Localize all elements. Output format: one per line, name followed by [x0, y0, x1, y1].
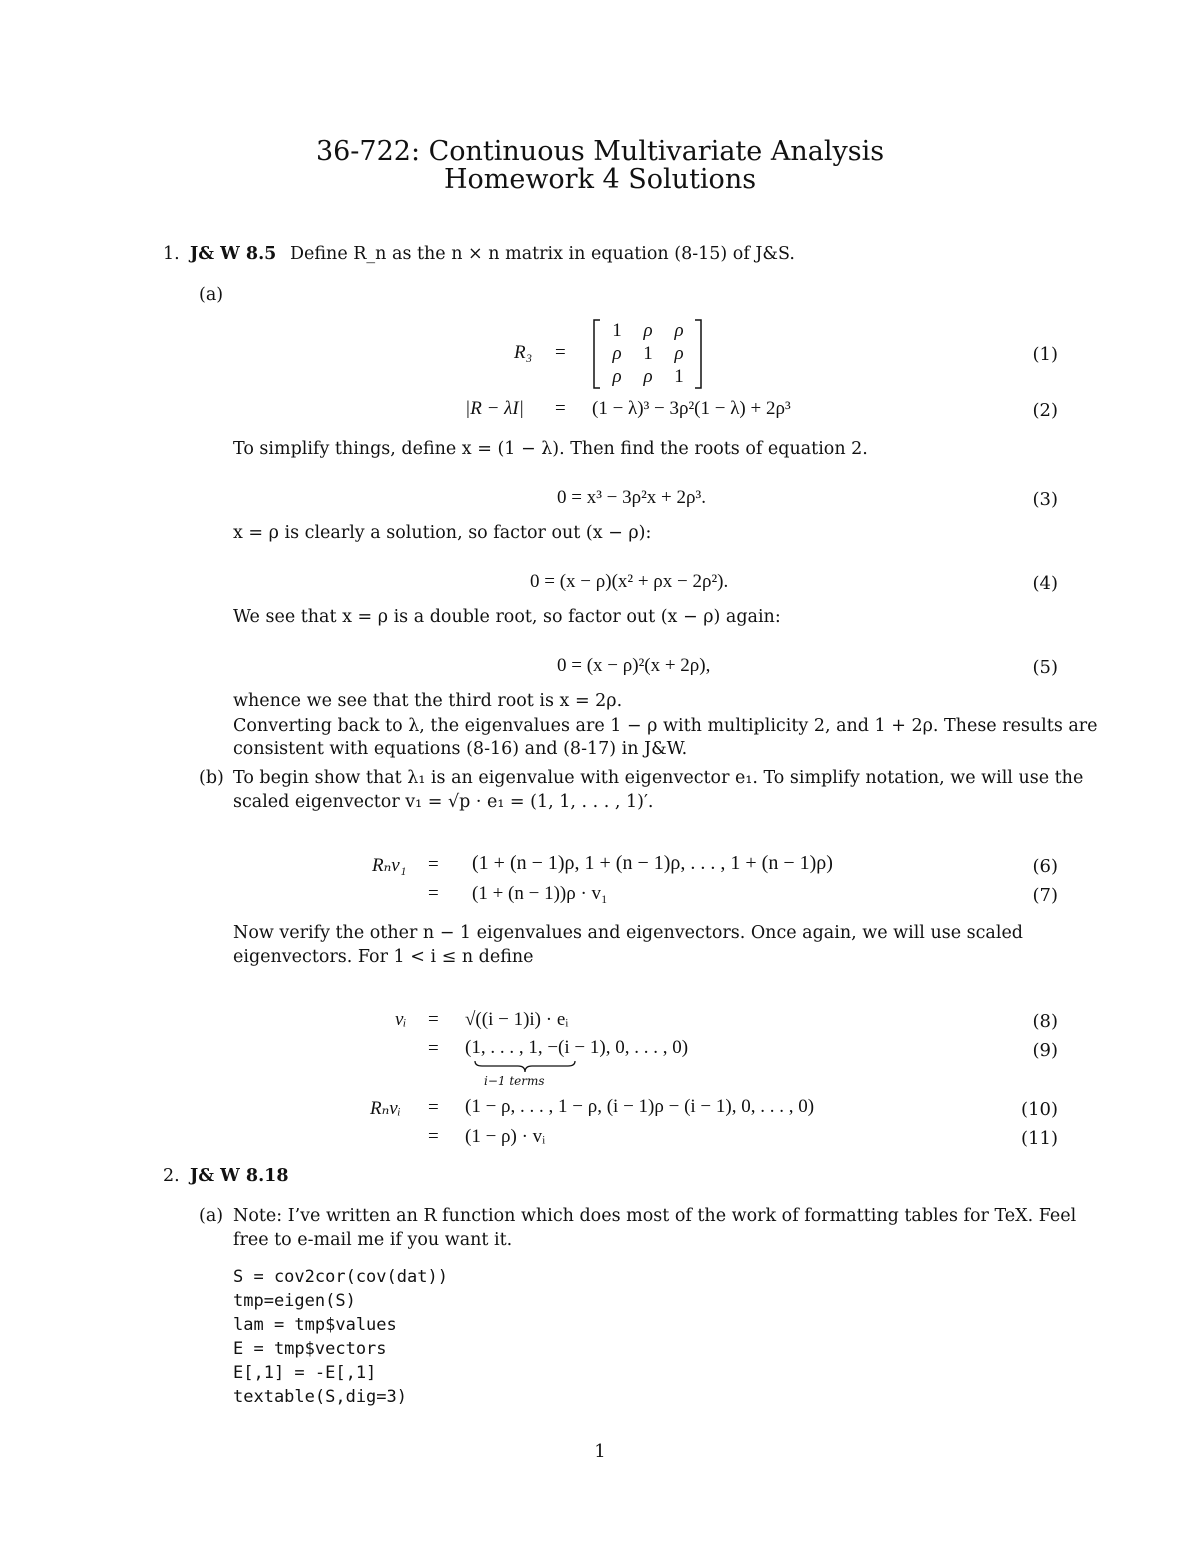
eq5-number: (5) [1032, 657, 1058, 678]
matrix-cell: ρ [612, 366, 622, 387]
q1-text-b1: To begin show that λ₁ is an eigenvalue with eigenvector e₁. To simplify notation, we will use the [233, 768, 1084, 788]
eq3: 0 = x³ − 3ρ²x + 2ρ³. [557, 487, 706, 508]
eq2-lhs: |R − λI| [465, 398, 524, 419]
eq1-lhs: R₃ [514, 342, 533, 363]
q1-text-verify2: eigenvectors. For 1 < i ≤ n define [233, 947, 534, 967]
q1-text-b2: scaled eigenvector v₁ = √p · e₁ = (1, 1, . . . , 1)′. [233, 792, 654, 812]
q1-text-clearly: x = ρ is clearly a solution, so factor out (x − ρ): [233, 523, 652, 543]
eq9-number: (9) [1032, 1040, 1058, 1061]
q2-number: 2. [163, 1166, 180, 1186]
eq9-underbrace-label: i−1 terms [484, 1074, 545, 1088]
q1-text-double: We see that x = ρ is a double root, so factor out (x − ρ) again: [233, 607, 781, 627]
eq9-underbrace [474, 1060, 576, 1074]
eq8-rhs: √((i − 1)i) · eᵢ [465, 1009, 569, 1030]
q2-label: J& W 8.18 [190, 1166, 289, 1186]
eq2-rhs: (1 − λ)³ − 3ρ²(1 − λ) + 2ρ³ [592, 398, 791, 419]
matrix-cell: ρ [612, 343, 622, 364]
eq11-number: (11) [1021, 1128, 1058, 1149]
eq7-rhs: (1 + (n − 1))ρ · v₁ [472, 883, 608, 904]
q1-label: J& W 8.5 [190, 244, 277, 264]
page-number: 1 [594, 1441, 606, 1462]
q1-text-simplify: To simplify things, define x = (1 − λ). Then find the roots of equation 2. [233, 439, 868, 459]
matrix-cell: ρ [643, 366, 653, 387]
eq10-rhs: (1 − ρ, . . . , 1 − ρ, (i − 1)ρ − (i − 1), 0, . . . , 0) [465, 1096, 815, 1117]
eq1-number: (1) [1032, 344, 1058, 365]
code-line: tmp=eigen(S) [233, 1291, 356, 1311]
q1-a-label: (a) [199, 285, 224, 305]
eq11-rhs: (1 − ρ) · vᵢ [465, 1126, 546, 1147]
eq8-number: (8) [1032, 1011, 1058, 1032]
eq10-equals: = [428, 1097, 439, 1118]
code-line: S = cov2cor(cov(dat)) [233, 1267, 448, 1287]
matrix-cell: 1 [643, 343, 653, 364]
matrix-cell: ρ [674, 320, 684, 341]
eq8-lhs: vᵢ [395, 1009, 407, 1030]
eq6-rhs: (1 + (n − 1)ρ, 1 + (n − 1)ρ, . . . , 1 + (n − 1)ρ) [472, 852, 833, 874]
q2-note-line1: Note: I’ve written an R function which does most of the work of formatting tables for TeX. Feel [233, 1206, 1077, 1226]
eq11-equals: = [428, 1126, 439, 1147]
eq4: 0 = (x − ρ)(x² + ρx − 2ρ²). [530, 571, 729, 592]
eq9-equals: = [428, 1038, 439, 1059]
code-line: lam = tmp$values [233, 1315, 397, 1335]
eq2-equals: = [555, 398, 566, 419]
eq2-number: (2) [1032, 400, 1058, 421]
paper-subtitle: Homework 4 Solutions [443, 164, 757, 195]
matrix-cell: ρ [674, 343, 684, 364]
eq4-number: (4) [1032, 573, 1058, 594]
code-line: E[,1] = -E[,1] [233, 1363, 377, 1383]
matrix-cell: 1 [674, 366, 684, 387]
eq7-number: (7) [1032, 885, 1058, 906]
eq7-equals: = [428, 883, 439, 904]
eq10-number: (10) [1021, 1099, 1058, 1120]
eq6-number: (6) [1032, 856, 1058, 877]
q1-text-verify1: Now verify the other n − 1 eigenvalues and eigenvectors. Once again, we will use scaled [233, 923, 1024, 943]
eq6-lhs: Rₙv₁ [372, 855, 407, 876]
paper-title: 36-722: Continuous Multivariate Analysis [315, 136, 885, 167]
q2-code-block [233, 1265, 448, 1409]
q2-note-line2: free to e-mail me if you want it. [233, 1230, 513, 1250]
q1-number: 1. [163, 244, 180, 264]
q1-text-whence: whence we see that the third root is x = 2ρ. [233, 691, 623, 711]
eq1-matrix [602, 320, 694, 390]
q1-text-converting: Converting back to λ, the eigenvalues are 1 − ρ with multiplicity 2, and 1 + 2ρ. These results are [233, 716, 1098, 736]
q1-text-consistent: consistent with equations (8-16) and (8-17) in J&W. [233, 739, 688, 759]
eq8-equals: = [428, 1009, 439, 1030]
eq10-lhs: Rₙvᵢ [370, 1098, 401, 1119]
code-line: textable(S,dig=3) [233, 1387, 407, 1407]
matrix-cell: 1 [612, 320, 622, 341]
eq5: 0 = (x − ρ)²(x + 2ρ), [557, 655, 711, 676]
q1-intro: Define R_n as the n × n matrix in equation (8-15) of J&S. [290, 244, 795, 264]
eq6-equals: = [428, 854, 439, 875]
matrix-cell: ρ [643, 320, 653, 341]
eq1-equals: = [555, 342, 566, 363]
eq3-number: (3) [1032, 489, 1058, 510]
q2-a-label: (a) [199, 1206, 224, 1226]
q1-b-label: (b) [199, 768, 224, 788]
code-line: E = tmp$vectors [233, 1339, 387, 1359]
eq9-rhs: (1, . . . , 1, −(i − 1), 0, . . . , 0) [465, 1037, 689, 1058]
